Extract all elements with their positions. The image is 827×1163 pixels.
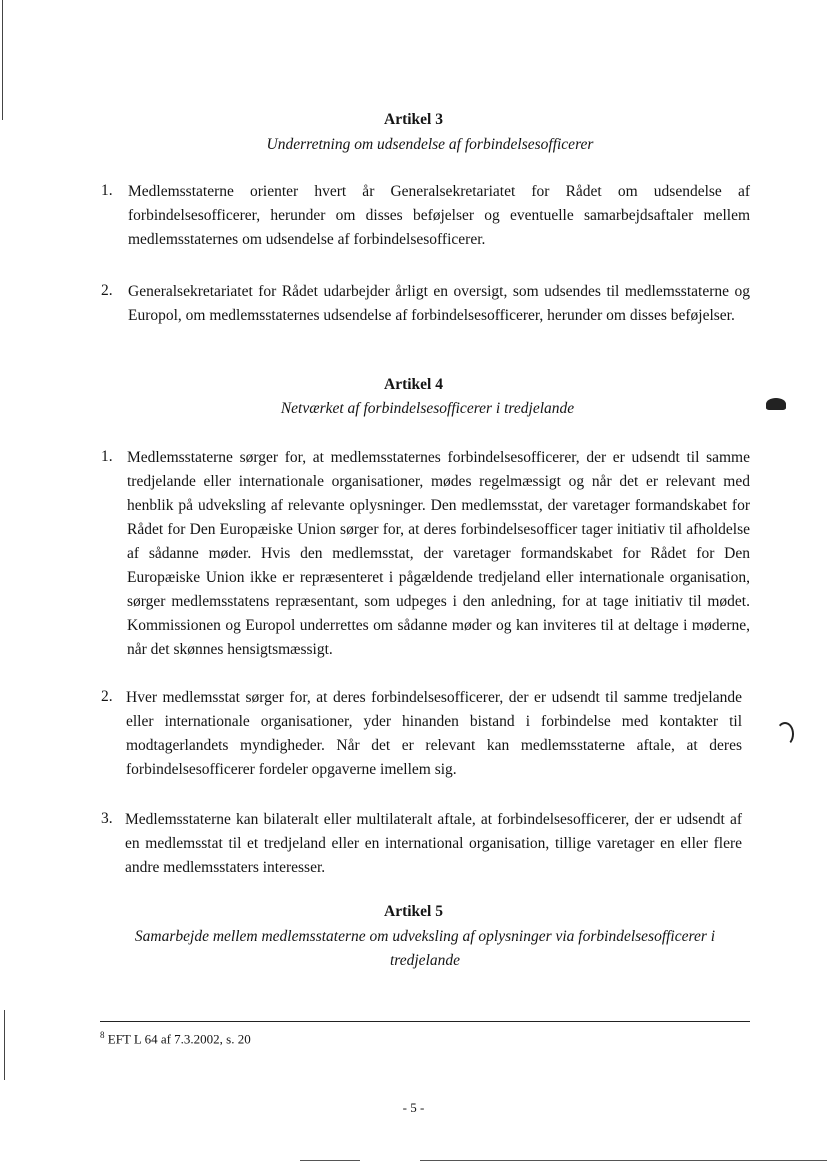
article-4-item-3-text: Medlemsstaterne kan bilateralt eller multilateralt aftale, at forbindelsesofficerer, der er udsendt af en medlemsstat til et tredjeland eller en international organisation, tillige varetager en eller flere andre medlemsstaters interesser. — [125, 811, 742, 876]
article-4-heading: Artikel 4 — [384, 376, 443, 393]
article-5-heading: Artikel 5 — [384, 903, 443, 920]
article-3-item-2-text: Generalsekretariatet for Rådet udarbejder årligt en oversigt, som udsendes til medlemsstaterne og Europol, om medlemsstaternes udsendelse af forbindelsesofficerer, herunder om disses beføjelser. — [128, 283, 750, 324]
article-3-subheading: Underretning om udsendelse af forbindelsesofficerer — [266, 136, 594, 153]
scan-edge-line — [4, 1010, 5, 1080]
article-3-item-1-number: 1. — [101, 182, 113, 199]
scan-edge-line — [2, 0, 3, 120]
footnote-text: EFT L 64 af 7.3.2002, s. 20 — [107, 1031, 251, 1047]
article-4-item-1-text: Medlemsstaterne sørger for, at medlemsstaternes forbindelsesofficerer, der er udsendt til samme tredjelande eller internationale organisationer, mødes regelmæssigt og når det er relevant med henblik på udveksling af relevante oplysninger. Den medlemsstat, der varetager formandskabet for Rådet for Den Europæiske Union sørger for, at deres forbindelsesofficer tager initiativ til afholdelse af sådanne møder. Hvis den medlemsstat, der varetager formandskabet for Rådet for Den Europæiske Union ikke er repræsenteret i pågældende tredjeland eller internationale organisation, sørger medlemsstatens repræsentant, som udpeges i den anledning, for at tage initiativ til mødet. Kommissionen og Europol underrettes om sådanne møder og kan inviteres til at deltage i møderne, når det skønnes hensigtsmæssigt. — [127, 449, 750, 658]
article-3-item-2-number: 2. — [101, 282, 113, 299]
scan-bottom-line — [300, 1160, 360, 1161]
article-4-item-2-text: Hver medlemsstat sørger for, at deres forbindelsesofficerer, der er udsendt til samme tredjelande eller internationale organisationer, yder hinanden bistand i forbindelse med kontakter til modtagerlandets myndigheder. Når det er relevant kan medlemsstaterne aftale, at deres forbindelsesofficerer fordeler opgaverne imellem sig. — [126, 689, 742, 778]
footnote — [100, 1030, 251, 1047]
footnote-separator — [100, 1021, 750, 1022]
article-5-subheading: Samarbejde mellem medlemsstaterne om udveksling af oplysninger via forbindelsesofficerer i tredjelande — [134, 928, 716, 969]
page-number: - 5 - — [402, 1100, 425, 1115]
article-3-heading: Artikel 3 — [384, 111, 443, 128]
article-4-item-2-number: 2. — [101, 688, 113, 705]
scan-speck — [776, 722, 794, 746]
article-4-subheading: Netværket af forbindelsesofficerer i tredjelande — [280, 400, 575, 417]
footnote-marker: 8 — [100, 1030, 105, 1040]
article-4-item-1-number: 1. — [101, 448, 113, 465]
article-3-item-1-text: Medlemsstaterne orienter hvert år Generalsekretariatet for Rådet om udsendelse af forbindelsesofficerer, herunder om disses beføjelser og eventuelle samarbejdsaftaler mellem medlemsstaternes om udsendelse af forbindelsesofficerer. — [128, 183, 750, 248]
scan-bottom-line — [420, 1160, 827, 1161]
article-4-item-3-number: 3. — [101, 810, 113, 827]
